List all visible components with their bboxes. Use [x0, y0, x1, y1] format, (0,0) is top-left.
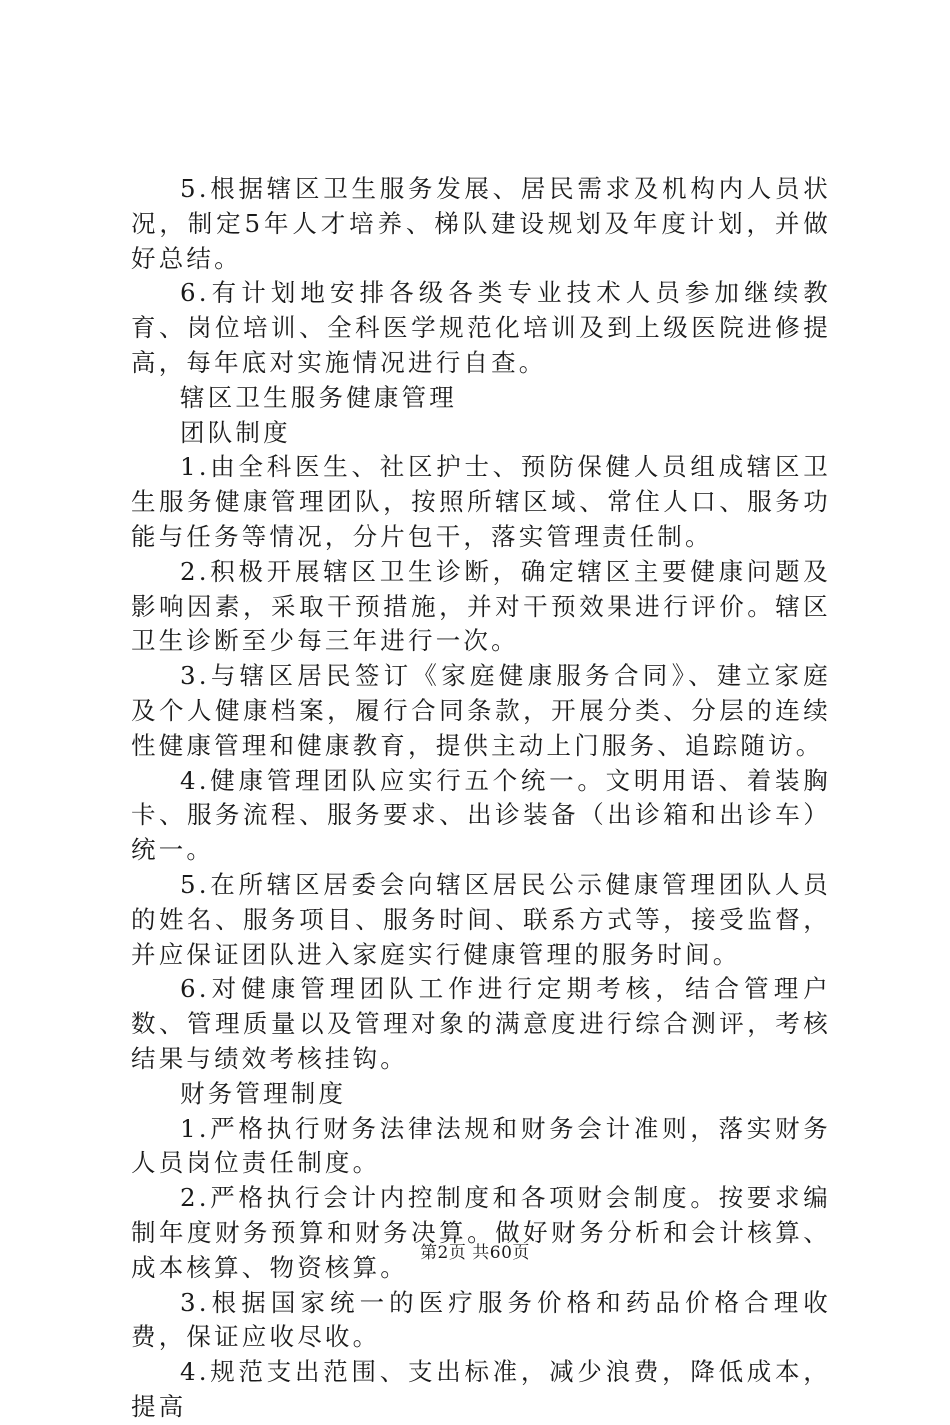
paragraph-health-diagnosis: 2.积极开展辖区卫生诊断，确定辖区主要健康问题及影响因素，采取干预措施，并对干预效果进行评价。辖区卫生诊断至少每三年进行一次。 — [131, 556, 831, 656]
paragraph-public-notice: 5.在所辖区居委会向辖区居民公示健康管理团队人员的姓名、服务项目、服务时间、联系方式等，接受监督，并应保证团队进入家庭实行健康管理的服务时间。 — [131, 869, 831, 969]
page-number-footer: 第2页 共60页 — [420, 1243, 530, 1263]
paragraph-training-plan: 5.根据辖区卫生服务发展、居民需求及机构内人员状况，制定5年人才培养、梯队建设规划及年度计划，并做好总结。 — [131, 174, 831, 273]
paragraph-continuing-education: 6.有计划地安排各级各类专业技术人员参加继续教育、岗位培训、全科医学规范化培训及到上级医院进修提高，每年底对实施情况进行自查。 — [131, 278, 831, 377]
paragraph-finance-laws: 1.严格执行财务法律法规和财务会计准则，落实财务人员岗位责任制度。 — [131, 1113, 831, 1178]
paragraph-team-composition: 1.由全科医生、社区护士、预防保健人员组成辖区卫生服务健康管理团队，按照所辖区域、常住人口、服务功能与任务等情况，分片包干，落实管理责任制。 — [131, 452, 831, 551]
paragraph-five-unifications: 4.健康管理团队应实行五个统一。文明用语、着装胸卡、服务流程、服务要求、出诊装备（出诊箱和出诊车）统一。 — [131, 765, 831, 865]
document-body — [131, 172, 831, 1425]
section-heading-health-management: 辖区卫生服务健康管理 — [180, 382, 457, 412]
section-heading-team-system: 团队制度 — [180, 417, 291, 447]
paragraph-service-contract: 3.与辖区居民签订《家庭健康服务合同》、建立家庭及个人健康档案，履行合同条款，开展分类、分层的连续性健康管理和健康教育，提供主动上门服务、追踪随访。 — [131, 661, 831, 760]
section-heading-finance: 财务管理制度 — [180, 1078, 347, 1108]
paragraph-pricing: 3.根据国家统一的医疗服务价格和药品价格合理收费，保证应收尽收。 — [131, 1287, 831, 1352]
paragraph-internal-control: 2.严格执行会计内控制度和各项财会制度。按要求编制年度财务预算和财务决算。做好财务分析和会计核算、成本核算、物资核算。 — [131, 1183, 831, 1282]
paragraph-expenditure: 4.规范支出范围、支出标准，减少浪费，降低成本，提高 — [131, 1357, 831, 1421]
paragraph-team-assessment: 6.对健康管理团队工作进行定期考核，结合管理户数、管理质量以及管理对象的满意度进行综合测评，考核结果与绩效考核挂钩。 — [131, 974, 831, 1073]
